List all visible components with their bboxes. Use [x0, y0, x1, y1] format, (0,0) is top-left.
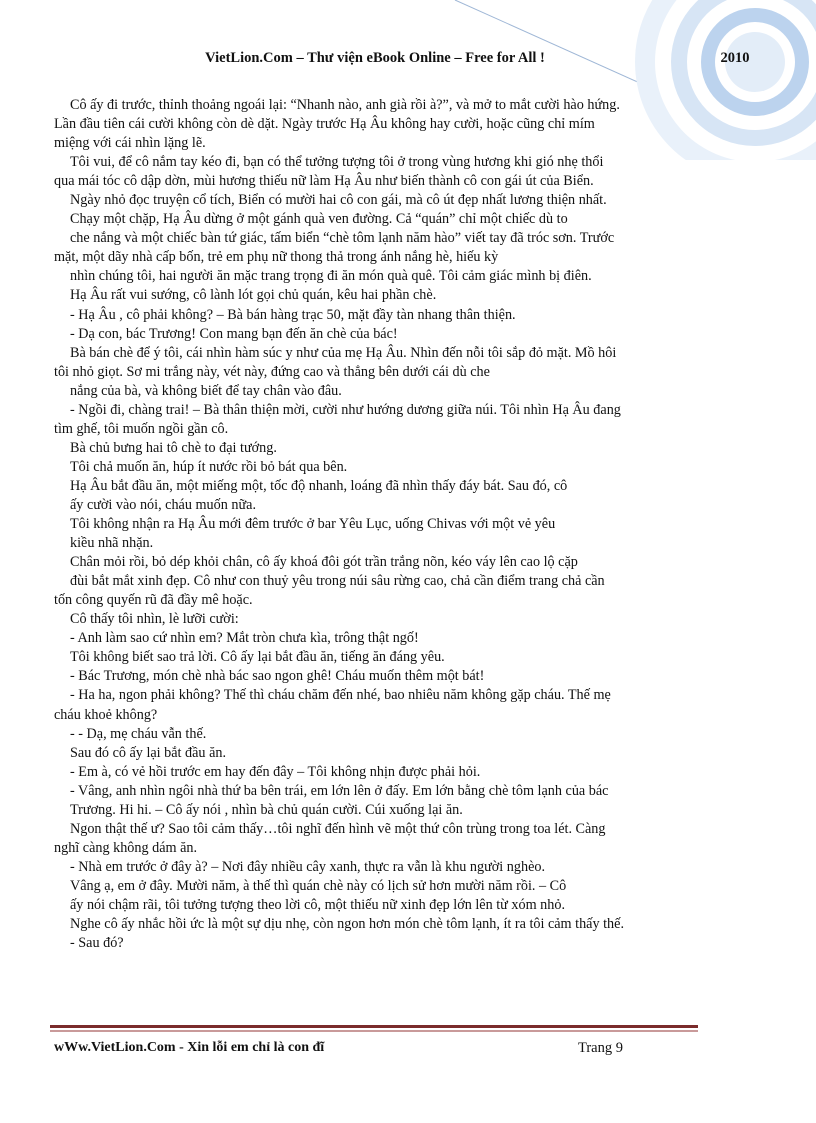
text-line: Hạ Âu bắt đầu ăn, một miếng một, tốc độ nhanh, loáng đã nhìn thấy đáy bát. Sau đó, cô — [70, 477, 568, 494]
text-line: nhìn chúng tôi, hai người ăn mặc trang trọng đi ăn món quà quê. Tôi cảm giác mình bị điên. — [70, 268, 592, 285]
text-line: Sau đó cô ấy lại bắt đầu ăn. — [70, 744, 227, 761]
text-line: - - Dạ, mẹ cháu vẫn thế. — [70, 725, 207, 742]
text-line: Vâng ạ, em ở đây. Mười năm, à thế thì quán chè này có lịch sử hơn mười năm rồi. – Cô — [70, 877, 567, 894]
text-line: - Anh làm sao cứ nhìn em? Mắt tròn chưa kìa, trông thật ngố! — [70, 630, 419, 647]
page-number: Trang 9 — [578, 1040, 623, 1056]
footer-rule — [50, 1025, 698, 1028]
text-line: - Ha ha, ngon phải không? Thế thì cháu chăm đến nhé, bao nhiêu năm không gặp cháu. Thế mẹ — [70, 687, 611, 704]
text-line: Cô ấy đi trước, thỉnh thoảng ngoái lại: “Nhanh nào, anh già rồi à?”, và mở to mắt cười hào hứng. — [70, 97, 620, 113]
text-line: tìm ghế, tôi muốn ngồi gần cô. — [54, 420, 229, 437]
text-line: Hạ Âu rất vui sướng, cô lành lót gọi chủ quán, kêu hai phần chè. — [70, 287, 437, 304]
text-line: mặt, một dãy nhà cấp bốn, trẻ em phụ nữ thong thả trong ánh nắng hè, hiếu kỳ — [54, 249, 499, 266]
text-line: che nắng và một chiếc bàn tứ giác, tấm biển “chè tôm lạnh năm hào” viết tay đã tróc sơn. Trước — [70, 230, 615, 247]
text-line: Nghe cô ấy nhắc hồi ức là một sự dịu nhẹ, còn ngon hơn món chè tôm lạnh, ít ra tôi cảm thấy thế. — [70, 916, 624, 933]
text-line: - Vâng, anh nhìn ngôi nhà thứ ba bên trái, em lớn lên ở đấy. Em lớn bằng chè tôm lạnh của bác — [70, 782, 609, 799]
text-line: cháu khoẻ không? — [54, 706, 158, 723]
text-line: Ngày nhỏ đọc truyện cổ tích, Biển có mười hai cô con gái, mà cô út đẹp nhất lương thiện nhất. — [70, 192, 607, 209]
header-title: VietLion.Com – Thư viện eBook Online – Free for All ! — [205, 50, 545, 66]
text-line: tốn công quyến rũ đã đầy mê hoặc. — [54, 592, 253, 609]
text-line: qua mái tóc cô dập dờn, mùi hương thiếu nữ làm Hạ Âu như biến thành cô con gái út của Biển. — [54, 173, 594, 190]
text-line: nắng của bà, và không biết để tay chân vào đâu. — [70, 382, 342, 399]
text-line: Tôi chả muốn ăn, húp ít nước rồi bỏ bát qua bên. — [70, 458, 348, 475]
text-line: nghĩ càng không dám ăn. — [54, 839, 198, 856]
text-line: Ngon thật thế ư? Sao tôi cảm thấy…tôi nghĩ đến hình vẽ một thứ côn trùng trong toa lét. Càng — [70, 820, 606, 837]
body-text — [54, 96, 698, 953]
footer-title: wWw.VietLion.Com - Xin lỗi em chỉ là con đĩ — [54, 1040, 325, 1055]
text-line: - Bác Trương, món chè nhà bác sao ngon ghê! Cháu muốn thêm một bát! — [70, 668, 485, 685]
text-line: kiều nhã nhặn. — [70, 535, 154, 552]
text-line: miệng với cái nhìn lặng lẽ. — [54, 135, 206, 152]
text-line: Bà bán chè để ý tôi, cái nhìn hàm súc y như của mẹ Hạ Âu. Nhìn đến nỗi tôi sắp đỏ mặt. Mồ hôi — [70, 344, 617, 361]
text-line: Lần đầu tiên cái cười không còn dè dặt. Ngày trước Hạ Âu không hay cười, hoặc cũng chỉ mím — [54, 116, 595, 133]
text-line: Bà chủ bưng hai tô chè to đại tướng. — [70, 439, 277, 456]
text-line: Tôi không nhận ra Hạ Âu mới đêm trước ở bar Yêu Lục, uống Chivas với một vẻ yêu — [70, 516, 556, 533]
text-line: ấy nói chậm rãi, tôi tưởng tượng theo lời cô, một thiếu nữ xinh đẹp lớn lên từ xóm nhỏ. — [70, 896, 565, 913]
text-line: Tôi vui, để cô nắm tay kéo đi, bạn có thể tưởng tượng tôi ở trong vùng hương khi gió nhẹ thổi — [70, 154, 604, 171]
text-line: - Sau đó? — [70, 935, 124, 952]
text-line: Tôi không biết sao trả lời. Cô ấy lại bắt đầu ăn, tiếng ăn đáng yêu. — [70, 649, 445, 666]
text-line: - Em à, có vẻ hồi trước em hay đến đây – Tôi không nhịn được phải hỏi. — [70, 763, 481, 780]
text-line: Trương. Hi hi. – Cô ấy nói , nhìn bà chủ quán cười. Cúi xuống lại ăn. — [70, 801, 463, 818]
header-year: 2010 — [720, 50, 750, 66]
text-line: - Ngồi đi, chàng trai! – Bà thân thiện mời, cười như hướng dương giữa núi. Tôi nhìn Hạ Âu đang — [70, 401, 621, 418]
text-line: tôi nhỏ giọt. Sơ mi trắng này, vét này, đứng cao và thẳng bên dưới cái dù che — [54, 363, 490, 380]
text-line: Chân mỏi rồi, bỏ dép khỏi chân, cô ấy khoá đôi gót trần trắng nõn, kéo váy lên cao lộ cặp — [70, 554, 578, 571]
footer-rule-secondary — [50, 1030, 698, 1032]
text-line: - Dạ con, bác Trương! Con mang bạn đến ăn chè của bác! — [70, 325, 398, 342]
text-line: ấy cười vào nói, cháu muốn nữa. — [70, 496, 256, 513]
text-line: Chạy một chặp, Hạ Âu dừng ở một gánh quà ven đường. Cả “quán” chỉ một chiếc dù to — [70, 211, 568, 228]
text-line: Cô thấy tôi nhìn, lè lưỡi cười: — [70, 611, 239, 628]
text-line: đùi bắt mắt xinh đẹp. Cô như con thuỷ yêu trong núi sâu rừng cao, chả cần điểm trang chả cần — [70, 573, 605, 590]
text-line: - Hạ Âu , cô phải không? – Bà bán hàng trạc 50, mặt đầy tàn nhang thân thiện. — [70, 306, 516, 323]
text-line: - Nhà em trước ở đây à? – Nơi đây nhiều cây xanh, thực ra vẫn là khu người nghèo. — [70, 858, 546, 875]
